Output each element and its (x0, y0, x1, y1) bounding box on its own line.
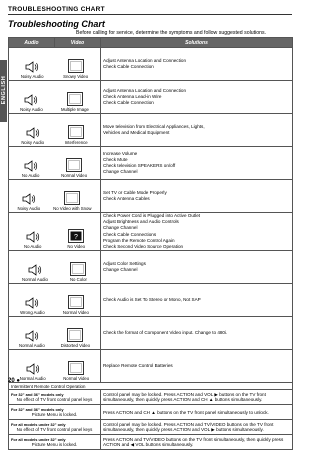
speaker-icon-graphic (28, 264, 42, 276)
model-note: For all models under 32" only (11, 437, 66, 443)
solution-line: Check Cable Connection (103, 100, 154, 106)
lock-solution: Press ACTION and TV/VIDEO buttons on the TV front simultaneously, then quickly press ACTION and ◀ VOL buttons simultaneously. (101, 435, 293, 450)
video-symptom-label: No Video (67, 244, 86, 250)
speaker-icon (20, 363, 46, 382)
model-note: For 32" and 36" models only (11, 407, 64, 413)
header-rule (8, 14, 292, 15)
video-symptom-label: Interference (64, 140, 88, 145)
speaker-icon (22, 160, 39, 179)
speaker-icon-graphic (26, 363, 40, 375)
header-title: TROUBLESHOOTING CHART (8, 6, 105, 13)
audio-symptom-label: Normal Audio (19, 376, 46, 382)
speaker-icon-graphic (25, 61, 39, 73)
audio-symptom-label: Noisy Audio (21, 140, 45, 145)
solutions-cell (101, 284, 293, 317)
intro-text: Before calling for service, determine the symptoms and follow suggested solutions. (76, 30, 267, 36)
audio-symptom-label: No Audio (21, 173, 40, 178)
speaker-icon (17, 193, 40, 212)
solution-line: Adjust Brightness and Audio Controls (103, 219, 179, 225)
language-tab-label: ENGLISH (1, 75, 7, 105)
tv-icon (67, 229, 85, 250)
symptom-row (9, 147, 293, 180)
video-symptom-label: Distorted Video (60, 343, 91, 349)
symptom-cell (9, 48, 101, 81)
video-symptom-label: Snowy Video (63, 74, 89, 79)
solution-line: Check Mute (103, 156, 128, 162)
speaker-icon-graphic (24, 160, 38, 172)
tv-icon (65, 125, 88, 146)
speaker-icon (19, 330, 45, 349)
tv-icon (63, 361, 89, 382)
symptom-cell (9, 317, 101, 350)
model-note: For 32" and 36" models only (11, 392, 64, 398)
symptom-cell (9, 81, 101, 114)
tv-icon (61, 158, 87, 179)
solutions-cell (101, 317, 293, 350)
audio-symptom-label: Normal Audio (22, 277, 48, 283)
solution-line: Check Cable Connection (103, 64, 154, 69)
symptom-row (9, 317, 293, 350)
solutions-cell (101, 251, 293, 284)
lock-solution: Control panel may be locked. Press ACTION and VOL ▶ buttons on the TV front simultaneously, then quickly press ACTION and CH ▲ buttons simultaneously. (101, 390, 293, 405)
tv-icon (63, 295, 89, 316)
video-symptom-label: No Color (69, 277, 87, 283)
symptom-row (9, 180, 293, 213)
audio-symptom-label: No Audio (23, 244, 42, 250)
solution-line: Check Second Video Source Operation (103, 244, 184, 250)
tv-icon-graphic (67, 92, 83, 106)
symptom-cell (9, 114, 101, 147)
lock-symptom: Picture Menu is locked. (31, 442, 78, 448)
audio-symptom-label: Noisy Audio (20, 74, 44, 79)
solution-line: Adjust Antenna Location and Connection (103, 57, 187, 63)
speaker-icon (21, 61, 44, 80)
tv-icon (61, 92, 89, 113)
lock-row (9, 435, 293, 450)
svg-text:?: ? (74, 234, 79, 242)
tv-icon-graphic (68, 295, 84, 309)
symptom-row (9, 284, 293, 317)
speaker-icon-graphic (26, 231, 40, 243)
symptom-cell (9, 284, 101, 317)
solutions-cell (101, 180, 293, 213)
lock-row (9, 420, 293, 435)
speaker-icon (20, 94, 43, 113)
lock-symptom: No effect of TV front control panel keys (16, 427, 93, 433)
lock-row (9, 390, 293, 405)
tv-icon-graphic (68, 59, 84, 73)
lock-symptom-cell (9, 390, 101, 405)
lock-solution: Press ACTION and CH ▲ buttons on the TV front panel simultaneously to unlock. (101, 405, 293, 420)
tv-icon (53, 191, 91, 212)
solution-line: Check Cable Connections (103, 231, 157, 237)
section-title: Troubleshooting Chart (8, 19, 105, 29)
symptom-row (9, 213, 293, 251)
speaker-icon (20, 297, 45, 316)
solution-line: Move television from Electrical Appliances, Lights, (103, 123, 205, 129)
solution-line: Increase Volume (103, 150, 138, 156)
col-header-solutions: Solutions (101, 38, 293, 48)
symptom-row (9, 251, 293, 284)
solution-line: Vehicles and Medical Equipment (103, 130, 170, 135)
video-symptom-label: Normal Video (61, 173, 88, 178)
solutions-cell (101, 350, 293, 383)
symptom-cell (9, 147, 101, 180)
symptom-row (9, 48, 293, 81)
solutions-cell (101, 81, 293, 114)
tv-icon-graphic (68, 229, 84, 243)
solution-line: Check the format of Component Video input. Change to 480i. (103, 330, 228, 336)
tv-icon-graphic (68, 125, 84, 139)
solution-line: Change Channel (103, 267, 138, 273)
symptom-row (9, 350, 293, 383)
troubleshooting-table (8, 37, 293, 450)
symptom-cell (9, 213, 101, 251)
tv-icon (63, 59, 88, 80)
solutions-cell (101, 147, 293, 180)
audio-symptom-label: Noisy Audio (20, 107, 43, 112)
solution-line: Change Channel (103, 225, 138, 231)
page-number: 20 ● (8, 378, 20, 384)
solution-line: Replace Remote Control Batteries (103, 363, 173, 369)
speaker-icon (24, 231, 41, 250)
solutions-cell (101, 213, 293, 251)
audio-symptom-label: Normal Audio (18, 343, 45, 349)
solution-line: Set TV or Cable Mode Properly (103, 189, 167, 195)
video-symptom-label: No Video with Snow (53, 206, 92, 211)
solutions-cell (101, 48, 293, 81)
solution-line: Check Antenna Cables (103, 196, 150, 201)
solutions-cell (101, 114, 293, 147)
speaker-icon-graphic (26, 127, 40, 139)
speaker-icon-graphic (22, 193, 36, 205)
symptom-cell (9, 350, 101, 383)
solution-line: Change Channel (103, 169, 138, 175)
tv-icon-graphic (67, 328, 83, 342)
intermittent-label: Intermittent Remote Control Operation (9, 383, 293, 390)
solution-line: Check Antenna Lead-in Wire (103, 93, 162, 99)
language-side-tab (0, 60, 7, 122)
col-header-audio: Audio (9, 38, 55, 48)
tv-icon (70, 262, 87, 283)
lock-symptom: No effect of TV front control panel keys (16, 397, 93, 403)
symptom-row (9, 81, 293, 114)
speaker-icon-graphic (24, 94, 38, 106)
lock-symptom-cell (9, 435, 101, 450)
intermittent-row (9, 383, 293, 390)
model-note: For all models under 32" only (11, 422, 66, 428)
audio-symptom-label: Noisy Audio (17, 206, 41, 211)
audio-symptom-label: Wrong Audio (20, 310, 45, 316)
video-symptom-label: Normal Video (62, 310, 89, 316)
symptom-cell (9, 251, 101, 284)
lock-symptom-cell (9, 405, 101, 420)
lock-symptom-cell (9, 420, 101, 435)
tv-icon (61, 328, 90, 349)
table-header-row (9, 38, 293, 48)
lock-row (9, 405, 293, 420)
video-symptom-label: Normal Video (63, 376, 90, 382)
lock-solution: Control panel may be locked. Press ACTION and TV/VIDEO buttons on the TV front simultaneously, then quickly press ACTION and VOL ▶ buttons simultaneously. (101, 420, 293, 435)
symptom-cell (9, 180, 101, 213)
speaker-icon-graphic (25, 330, 39, 342)
solution-line: Adjust Color Settings (103, 261, 146, 267)
speaker-icon (22, 264, 48, 283)
speaker-icon (21, 127, 44, 146)
lock-symptom: Picture Menu is locked. (31, 412, 78, 418)
col-header-video: Video (55, 38, 101, 48)
tv-icon-graphic (66, 158, 82, 172)
solution-line: Program the Remote Control Again (103, 237, 175, 243)
solution-line: Check television SPEAKERS on/off (103, 163, 176, 168)
solution-line: Check Power Cord is Plugged into Active Outlet (103, 213, 201, 218)
solution-line: Check Audio is Set To Stereo or Mono, Not SAP (103, 297, 201, 303)
symptom-row (9, 114, 293, 147)
tv-icon-graphic (64, 191, 80, 205)
solution-line: Adjust Antenna Location and Connection (103, 87, 187, 93)
tv-icon-graphic (68, 361, 84, 375)
tv-icon-graphic (70, 262, 86, 276)
video-symptom-label: Multiple Image (60, 107, 89, 112)
speaker-icon-graphic (25, 297, 39, 309)
